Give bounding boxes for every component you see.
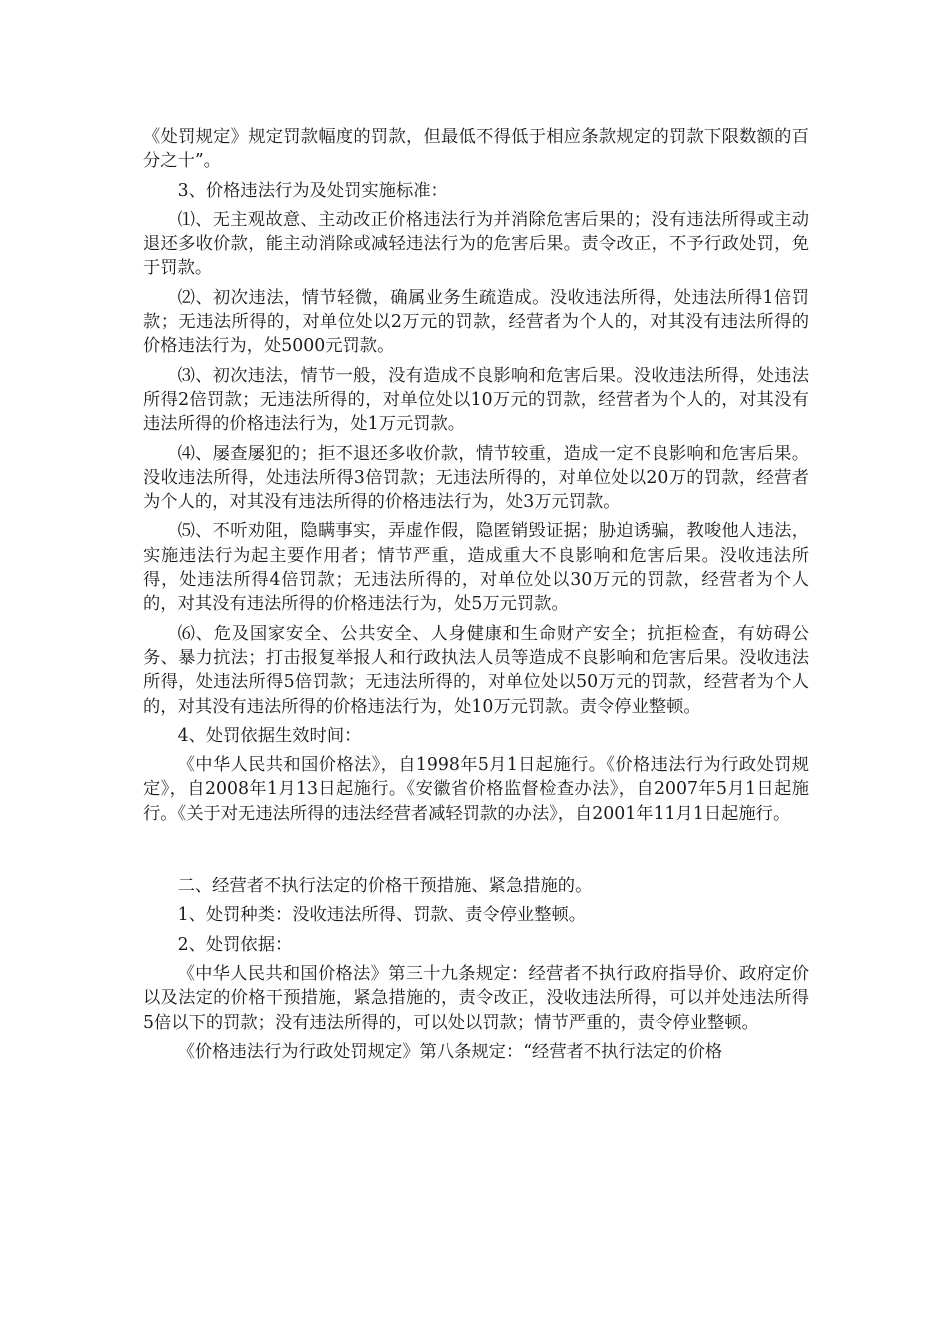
penalty-types: 1、处罚种类：没收违法所得、罚款、责令停业整顿。 [177, 905, 587, 926]
effective-time-paragraph: 《中华人民共和国价格法》，自1998年5月1日起施行。《价格违法行为行政处罚规定》，自2008年1月13日起施行。《安徽省价格监督检查办法》，自2007年5月1日起施行。《关于对无违法所得的违法经营者减轻罚款的办法》，自2001年11月1日起施行。 [143, 755, 809, 824]
standard-item-3: ⑶、初次违法，情节一般，没有造成不良影响和危害后果。没收违法所得，处违法所得2倍罚款；无违法所得的，对单位处以10万元的罚款，经营者为个人的，对其没有违法所得的价格违法行为，处1万元罚款。 [143, 365, 809, 435]
standard-item-1: ⑴、无主观故意、主动改正价格违法行为并消除危害后果的；没有违法所得或主动退还多收价款，能主动消除或减轻违法行为的危害后果。责令改正，不予行政处罚，免于罚款。 [143, 209, 809, 279]
standard-item-6: ⑹、危及国家安全、公共安全、人身健康和生命财产安全；抗拒检查，有妨碍公务、暴力抗法；打击报复举报人和行政执法人员等造成不良影响和危害后果。没收违法所得，处违法所得5倍罚款；无违法所得的，对单位处以50万元的罚款，经营者为个人的，对其没有违法所得的价格违法行为，处10万元罚款。责令停业整顿。 [143, 623, 809, 717]
standard-item-4: ⑷、屡查屡犯的；拒不退还多收价款，情节较重，造成一定不良影响和危害后果。没收违法所得，处违法所得3倍罚款；无违法所得的，对单位处以20万的罚款，经营者为个人的，对其没有违法所得的价格违法行为，处3万元罚款。 [143, 443, 809, 513]
price-law-article-39: 《中华人民共和国价格法》第三十九条规定：经营者不执行政府指导价、政府定价以及法定的价格干预措施，紧急措施的，责令改正，没收违法所得，可以并处违法所得5倍以下的罚款；没有违法所得的，可以处以罚款；情节严重的，责令停业整顿。 [143, 963, 809, 1033]
paragraph-continuation: 《处罚规定》规定罚款幅度的罚款，但最低不得低于相应条款规定的罚款下限数额的百分之十”。 [143, 127, 809, 172]
heading-penalty-basis: 2、处罚依据： [177, 934, 293, 955]
standard-item-2: ⑵、初次违法，情节轻微，确属业务生疏造成。没收违法所得，处违法所得1倍罚款；无违法所得的，对单位处以2万元的罚款，经营者为个人的，对其没有违法所得的价格违法行为，处5000元罚款。 [143, 287, 809, 357]
section-two-heading: 二、经营者不执行法定的价格干预措施、紧急措施的。 [177, 876, 593, 897]
document-body [143, 125, 809, 1064]
heading-standards: 3、价格违法行为及处罚实施标准： [177, 180, 448, 201]
regulation-article-8: 《价格违法行为行政处罚规定》第八条规定：“经营者不执行法定的价格 [177, 1041, 723, 1062]
standard-item-5: ⑸、不听劝阻，隐瞒事实，弄虚作假，隐匿销毁证据；胁迫诱骗，教唆他人违法，实施违法行为起主要作用者；情节严重，造成重大不良影响和危害后果。没收违法所得，处违法所得4倍罚款；无违法所得的，对单位处以30万元的罚款，经营者为个人的，对其没有违法所得的价格违法行为，处5万元罚款。 [143, 521, 809, 615]
heading-effective-time: 4、处罚依据生效时间： [177, 725, 362, 746]
